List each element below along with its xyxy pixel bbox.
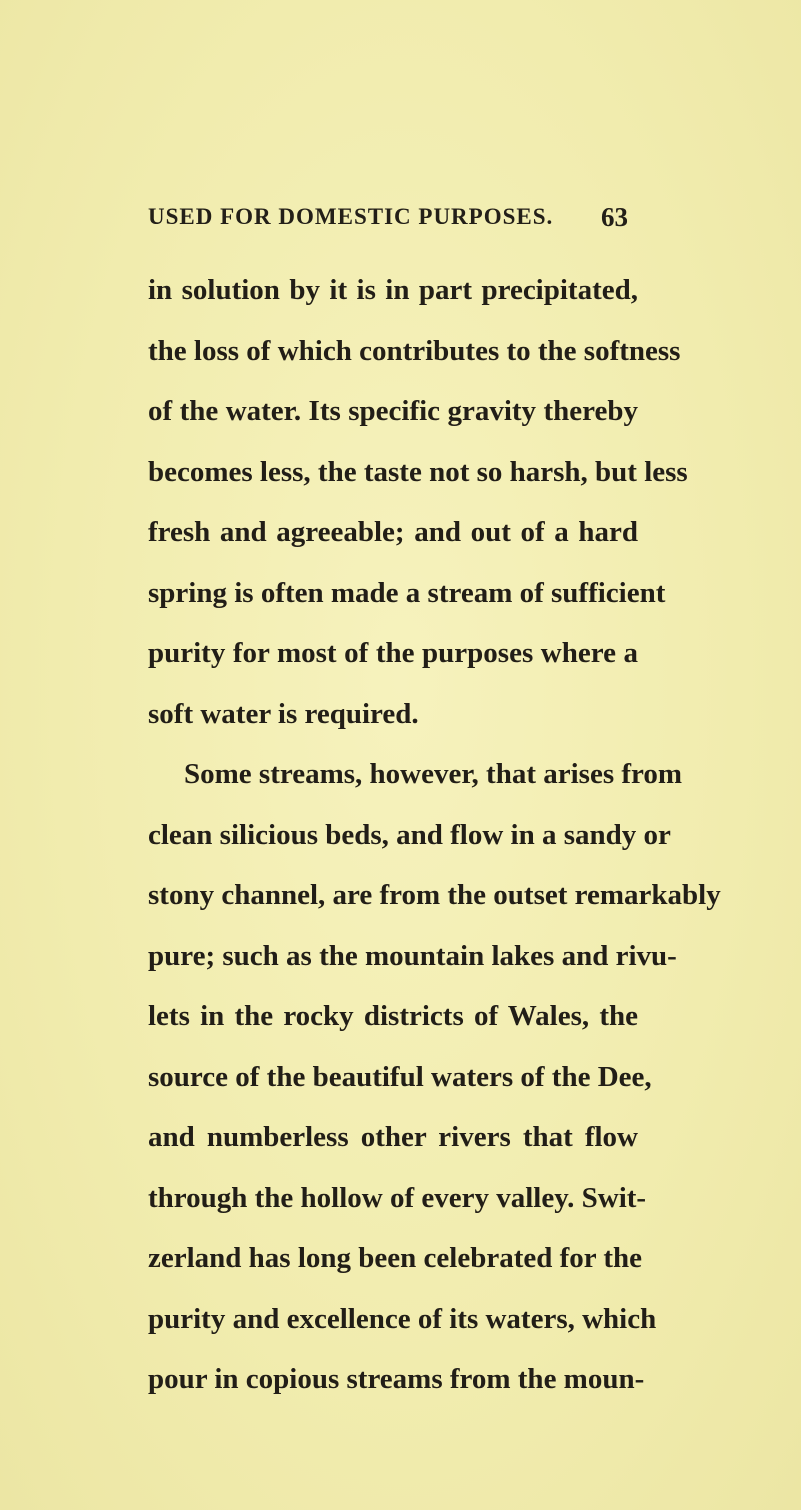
text-line: and numberless other rivers that flow — [148, 1121, 638, 1153]
text-line: spring is often made a stream of sufficient — [148, 576, 666, 609]
running-head — [148, 202, 628, 236]
text-line: stony channel, are from the outset remarkably — [148, 879, 721, 911]
text-line: purity for most of the purposes where a — [148, 637, 638, 669]
text-line: in solution by it is in part precipitated, — [148, 274, 638, 306]
text-line: pour in copious streams from the moun- — [148, 1363, 645, 1395]
text-line: soft water is required. — [148, 697, 419, 730]
text-line: of the water. Its specific gravity thereby — [148, 395, 638, 427]
text-line: fresh and agreeable; and out of a hard — [148, 516, 638, 548]
text-line: Some streams, however, that arises from — [184, 758, 683, 790]
text-line: zerland has long been celebrated for the — [148, 1242, 643, 1274]
text-line: becomes less, the taste not so harsh, but less — [148, 455, 688, 488]
running-title: USED FOR DOMESTIC PURPOSES. — [148, 204, 554, 229]
text-line: lets in the rocky districts of Wales, the — [148, 1000, 638, 1032]
text-line: purity and excellence of its waters, which — [148, 1302, 657, 1335]
text-line: the loss of which contributes to the softness — [148, 334, 681, 367]
text-line: pure; such as the mountain lakes and rivu- — [148, 939, 677, 972]
text-line: clean silicious beds, and flow in a sandy or — [148, 818, 671, 851]
page-number: 63 — [601, 202, 628, 232]
body-text — [148, 272, 721, 1422]
text-line: source of the beautiful waters of the Dee, — [148, 1060, 652, 1093]
text-line: through the hollow of every valley. Swit- — [148, 1181, 647, 1214]
